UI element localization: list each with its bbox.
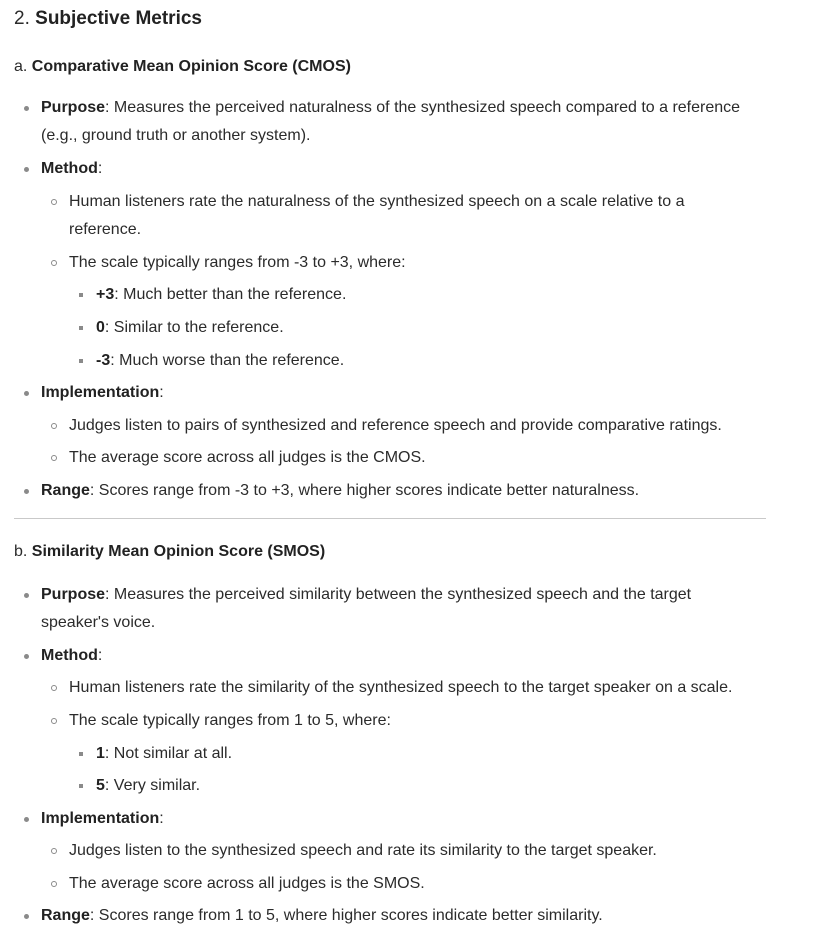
sub-bullet-icon bbox=[51, 423, 57, 429]
smos-implementation-item-2: The average score across all judges is the SMOS. bbox=[69, 875, 425, 892]
sub-bullet-icon bbox=[51, 455, 57, 461]
cmos-scale-item bbox=[96, 285, 346, 305]
scale-value: : Much worse than the reference. bbox=[110, 352, 345, 369]
cmos-method-item-1-cont: reference. bbox=[69, 221, 142, 238]
bullet-icon bbox=[24, 817, 29, 822]
sub-bullet-icon bbox=[51, 199, 57, 205]
scale-value: : Similar to the reference. bbox=[104, 319, 284, 336]
cmos-prefix: a. bbox=[14, 58, 28, 75]
smos-scale-item bbox=[96, 744, 232, 764]
colon: : bbox=[159, 384, 164, 401]
smos-implementation bbox=[41, 809, 164, 829]
smos-implementation-item-1: Judges listen to the synthesized speech and rate its similarity to the target speaker. bbox=[69, 842, 657, 859]
cmos-purpose-cont: (e.g., ground truth or another system). bbox=[41, 127, 311, 144]
scale-value: : Very similar. bbox=[104, 777, 201, 794]
colon: : bbox=[159, 810, 164, 827]
cmos-title: Comparative Mean Opinion Score (CMOS) bbox=[31, 58, 351, 75]
smos-purpose-cont: speaker's voice. bbox=[41, 614, 156, 631]
square-bullet-icon bbox=[79, 293, 83, 297]
bullet-icon bbox=[24, 593, 29, 598]
cmos-range-text: : Scores range from -3 to +3, where higher scores indicate better naturalness. bbox=[89, 482, 640, 499]
cmos-implementation-item-1: Judges listen to pairs of synthesized and reference speech and provide comparative ratings. bbox=[69, 417, 722, 434]
bullet-icon bbox=[24, 391, 29, 396]
section-number: 2. bbox=[14, 8, 30, 29]
bullet-icon bbox=[24, 489, 29, 494]
square-bullet-icon bbox=[79, 784, 83, 788]
sub-bullet-icon bbox=[51, 685, 57, 691]
cmos-implementation-item-2: The average score across all judges is the CMOS. bbox=[69, 449, 426, 466]
smos-method-item-2: The scale typically ranges from 1 to 5, where: bbox=[69, 712, 391, 729]
colon: : bbox=[97, 160, 103, 177]
smos-scale-item bbox=[96, 776, 200, 796]
colon: : bbox=[97, 647, 103, 664]
cmos-method-item-2: The scale typically ranges from -3 to +3, where: bbox=[69, 254, 406, 271]
smos-purpose-text: : Measures the perceived similarity between the synthesized speech and the target bbox=[105, 586, 692, 603]
smos-range bbox=[41, 906, 603, 926]
smos-method-label: Method bbox=[41, 647, 98, 664]
scale-key: 5 bbox=[96, 777, 105, 794]
smos-heading bbox=[14, 542, 325, 562]
smos-method bbox=[41, 646, 102, 666]
cmos-implementation-label: Implementation bbox=[41, 384, 160, 401]
cmos-purpose-text: : Measures the perceived naturalness of the synthesized speech compared to a reference bbox=[105, 99, 741, 116]
cmos-heading bbox=[14, 57, 351, 77]
smos-implementation-label: Implementation bbox=[41, 810, 160, 827]
smos-prefix: b. bbox=[14, 543, 28, 560]
cmos-range bbox=[41, 481, 639, 501]
square-bullet-icon bbox=[79, 359, 83, 363]
scale-key: -3 bbox=[96, 352, 111, 369]
cmos-method-item-1: Human listeners rate the naturalness of the synthesized speech on a scale relative to a bbox=[69, 193, 685, 210]
scale-key: 1 bbox=[96, 745, 105, 762]
smos-purpose-label: Purpose bbox=[41, 586, 106, 603]
sub-bullet-icon bbox=[51, 260, 57, 266]
smos-range-text: : Scores range from 1 to 5, where higher scores indicate better similarity. bbox=[89, 907, 603, 924]
cmos-scale-item bbox=[96, 351, 344, 371]
square-bullet-icon bbox=[79, 752, 83, 756]
cmos-range-label: Range bbox=[41, 482, 90, 499]
scale-key: 0 bbox=[96, 319, 105, 336]
bullet-icon bbox=[24, 106, 29, 111]
cmos-method-label: Method bbox=[41, 160, 98, 177]
sub-bullet-icon bbox=[51, 881, 57, 887]
bullet-icon bbox=[24, 914, 29, 919]
divider bbox=[14, 518, 766, 519]
cmos-purpose-label: Purpose bbox=[41, 99, 106, 116]
smos-title: Similarity Mean Opinion Score (SMOS) bbox=[31, 543, 326, 560]
section-heading bbox=[14, 9, 202, 29]
cmos-scale-item bbox=[96, 318, 284, 338]
scale-key: +3 bbox=[96, 286, 115, 303]
scale-value: : Much better than the reference. bbox=[114, 286, 347, 303]
cmos-implementation bbox=[41, 383, 164, 403]
cmos-method bbox=[41, 159, 102, 179]
bullet-icon bbox=[24, 654, 29, 659]
section-title: Subjective Metrics bbox=[35, 8, 202, 29]
cmos-purpose bbox=[41, 98, 740, 118]
smos-range-label: Range bbox=[41, 907, 90, 924]
smos-method-item-1: Human listeners rate the similarity of the synthesized speech to the target speaker on a scale. bbox=[69, 679, 733, 696]
sub-bullet-icon bbox=[51, 718, 57, 724]
scale-value: : Not similar at all. bbox=[104, 745, 233, 762]
sub-bullet-icon bbox=[51, 848, 57, 854]
bullet-icon bbox=[24, 167, 29, 172]
square-bullet-icon bbox=[79, 326, 83, 330]
smos-purpose bbox=[41, 585, 691, 605]
